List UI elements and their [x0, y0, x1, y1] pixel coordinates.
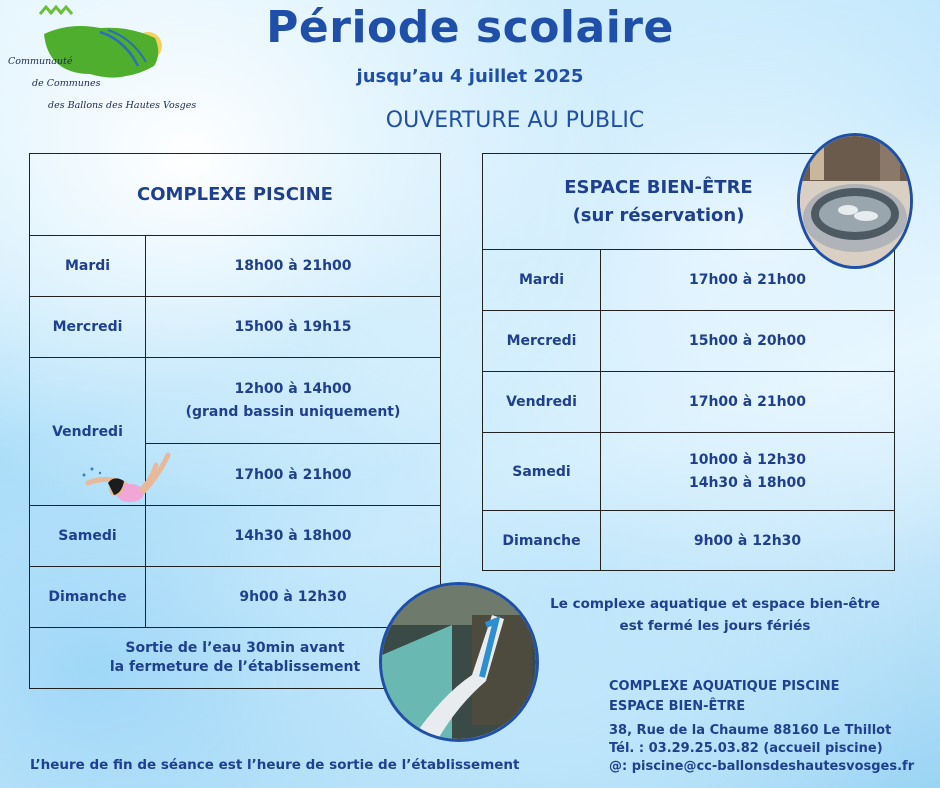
day-cell: Mercredi: [30, 297, 146, 358]
day-label: Vendredi: [52, 423, 123, 440]
waterslide-photo: [379, 582, 539, 742]
jacuzzi-photo: [797, 133, 913, 269]
hours-cell: 9h00 à 12h30: [601, 511, 895, 571]
contact-name2: ESPACE BIEN-ÊTRE: [609, 699, 746, 714]
day-cell: Mardi: [30, 236, 146, 297]
table-row: [30, 297, 441, 358]
holiday-note: [520, 593, 910, 637]
footer-note: L’heure de fin de séance est l’heure de sortie de l’établissement: [30, 757, 520, 773]
day-cell: Samedi: [30, 506, 146, 567]
bienetre-title-line1: ESPACE BIEN-ÊTRE: [564, 176, 753, 198]
contact-address: 38, Rue de la Chaume 88160 Le Thillot: [609, 723, 892, 738]
page-subtitle: jusqu’au 4 juillet 2025: [356, 66, 584, 87]
contact-details: [609, 722, 914, 776]
piscine-title: COMPLEXE PISCINE: [30, 154, 441, 236]
hours-line: 10h00 à 12h30: [688, 451, 807, 468]
waterslide-image-icon: [382, 585, 536, 739]
table-row: [483, 433, 895, 511]
logo-line2: de Communes: [32, 78, 101, 89]
logo-line1: Communauté: [8, 56, 73, 67]
piscine-schedule-table: [29, 153, 441, 689]
day-cell: Samedi: [483, 433, 601, 511]
hours-cell: 15h00 à 20h00: [601, 311, 895, 372]
day-cell: Dimanche: [483, 511, 601, 571]
table-row: [483, 372, 895, 433]
hours-cell: 17h00 à 21h00: [601, 250, 895, 311]
day-cell: Dimanche: [30, 567, 146, 628]
hours-cell: [146, 358, 441, 444]
holiday-note-line1: Le complexe aquatique et espace bien-être: [550, 596, 880, 612]
day-cell: Vendredi: [483, 372, 601, 433]
day-cell: Mercredi: [483, 311, 601, 372]
table-row: [483, 511, 895, 571]
hours-line: 12h00 à 14h00: [234, 380, 352, 397]
bienetre-title-line2: (sur réservation): [572, 204, 745, 226]
holiday-note-line2: est fermé les jours fériés: [619, 618, 811, 634]
hours-cell: 14h30 à 18h00: [146, 506, 441, 567]
table-row: [483, 311, 895, 372]
logo-line3: des Ballons des Hautes Vosges: [48, 100, 197, 111]
hours-cell: 15h00 à 19h15: [146, 297, 441, 358]
hours-cell: 17h00 à 21h00: [146, 444, 441, 506]
swimmer-icon: [78, 445, 178, 525]
contact-name1: COMPLEXE AQUATIQUE PISCINE: [609, 679, 840, 694]
contact-email[interactable]: @: piscine@cc-ballonsdeshautesvosges.fr: [609, 759, 915, 774]
table-row: [30, 567, 441, 628]
jacuzzi-image-icon: [800, 136, 910, 266]
hours-cell: 18h00 à 21h00: [146, 236, 441, 297]
contact-phone[interactable]: Tél. : 03.29.25.03.82 (accueil piscine): [609, 741, 883, 756]
page-title: Période scolaire: [266, 2, 674, 53]
section-heading: OUVERTURE AU PUBLIC: [385, 108, 645, 133]
hours-line: 14h30 à 18h00: [688, 474, 807, 491]
contact-names: [609, 677, 840, 717]
note-line: la fermeture de l’établissement: [109, 659, 361, 675]
hours-cell: [601, 433, 895, 511]
table-row: [30, 358, 441, 444]
hours-cell: 17h00 à 21h00: [601, 372, 895, 433]
hours-cell: 9h00 à 12h30: [146, 567, 441, 628]
note-line: Sortie de l’eau 30min avant: [125, 640, 345, 656]
table-row: [30, 236, 441, 297]
hours-line: (grand bassin uniquement): [185, 403, 401, 420]
day-cell: Mardi: [483, 250, 601, 311]
